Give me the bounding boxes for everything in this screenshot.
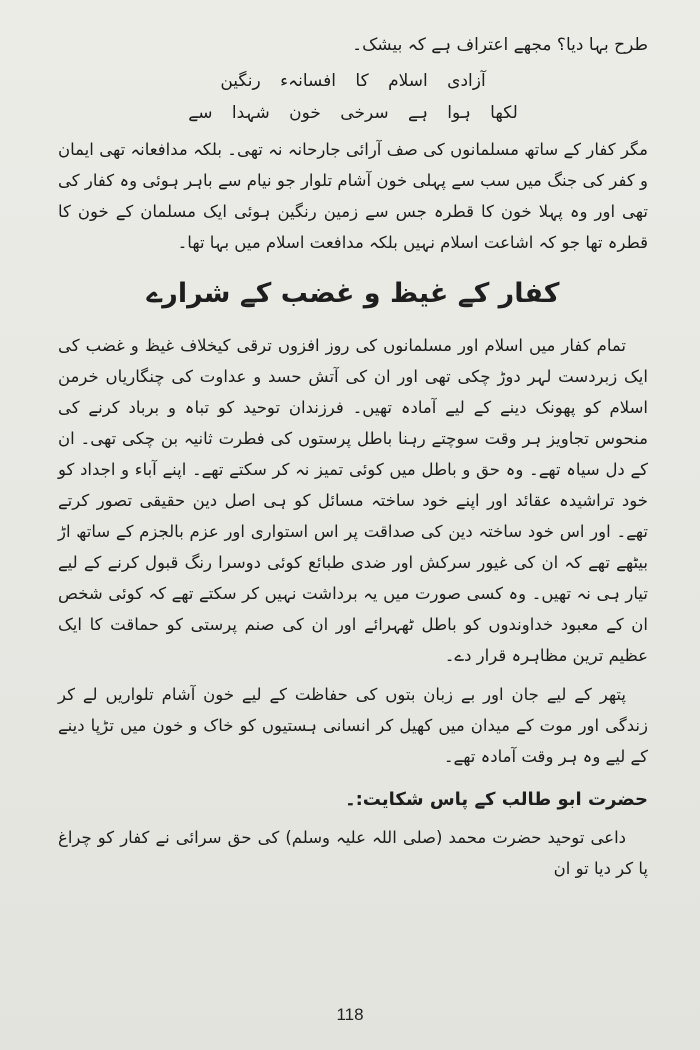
paragraph-1: مگر کفار کے ساتھ مسلمانوں کی صف آرائی جارحانہ نہ تھی۔ بلکہ مدافعانہ تھی ایمان و کفر کی جنگ میں سب سے پہلی خون آشام تلوار جو نیام سے باہر ہوئی وہ کفار کی تھی اور وہ پہلا خون کا قطرہ جس سے زمین رنگین ہوئی ایک مسلمان کے خون کا قطرہ تھا جو کہ اشاعت اسلام نہیں بلکہ مدافعت اسلام میں بہا تھا۔ [58,140,648,252]
page-number: 118 [336,1005,364,1024]
poetry-verse [58,66,648,128]
paragraph-2: تمام کفار میں اسلام اور مسلمانوں کی روز افزوں ترقی کیخلاف غیظ و غضب کی ایک زبردست لہر دوڑ چکی تھی اور ان کی آتش حسد و عداوت کی چنگاریاں خرمن اسلام کو پھونک دینے کے لیے آمادہ تھیں۔ فرزندان توحید کو تباہ و برباد کرنے کی منحوس تجاویز ہر وقت سوچتے رہنا باطل پرستوں کی فطرت ثانیہ بن چکی تھی۔ ان کے دل سیاہ تھے۔ وہ حق و باطل میں کوئی تمیز نہ کر سکتے تھے۔ اپنے آباء و اجداد کو خود تراشیدہ عقائد اور اپنے خود ساختہ مسائل کو ہی اصل دین حقیقی تصور کرتے تھے۔ اور اس خود ساختہ دین کی صداقت پر اس استواری اور عزم بالجزم کے ساتھ اڑ بیٹھے تھے کہ ان کی غیور سرکش اور ضدی طبائع کوئی دوسرا رنگ قبول کرنے کے لیے تیار ہی نہ تھیں۔ وہ کسی صورت میں یہ برداشت نہیں کر سکتے تھے کہ کوئی شخص ان کے معبود خداوندوں کو باطل ٹھہرائے اور ان کی صنم پرستی کو حماقت کا ایک عظیم ترین مظاہرہ قرار دے۔ [58,336,648,665]
verse-line-2: لکھا ہوا ہے سرخی خون شہدا سے [188,103,518,123]
sub-heading: حضرت ابو طالب کے پاس شکایت:۔ [345,789,648,810]
paragraph-4: داعی توحید حضرت محمد (صلی اللہ علیہ وسلم) کی حق سرائی نے کفار کو چراغ پا کر دیا تو ان [58,828,648,878]
page-content [58,30,648,884]
section-heading: کفار کے غیظ و غضب کے شرارے [146,278,560,309]
paragraph-gap [58,671,648,679]
opening-line: طرح بہا دیا؟ مجھے اعتراف ہے کہ بیشک۔ [352,35,648,55]
verse-line-1: آزادی اسلام کا افسانہء رنگین [220,71,486,91]
paragraph-3: پتھر کے لیے جان اور بے زبان بتوں کی حفاظت کے لیے خون آشام تلواریں لے کر زندگی اور موت کے میدان میں کھیل کر انسانی ہستیوں کو خاک و خون میں تڑپا دینے کے لیے وہ ہر وقت آمادہ تھے۔ [58,685,648,766]
